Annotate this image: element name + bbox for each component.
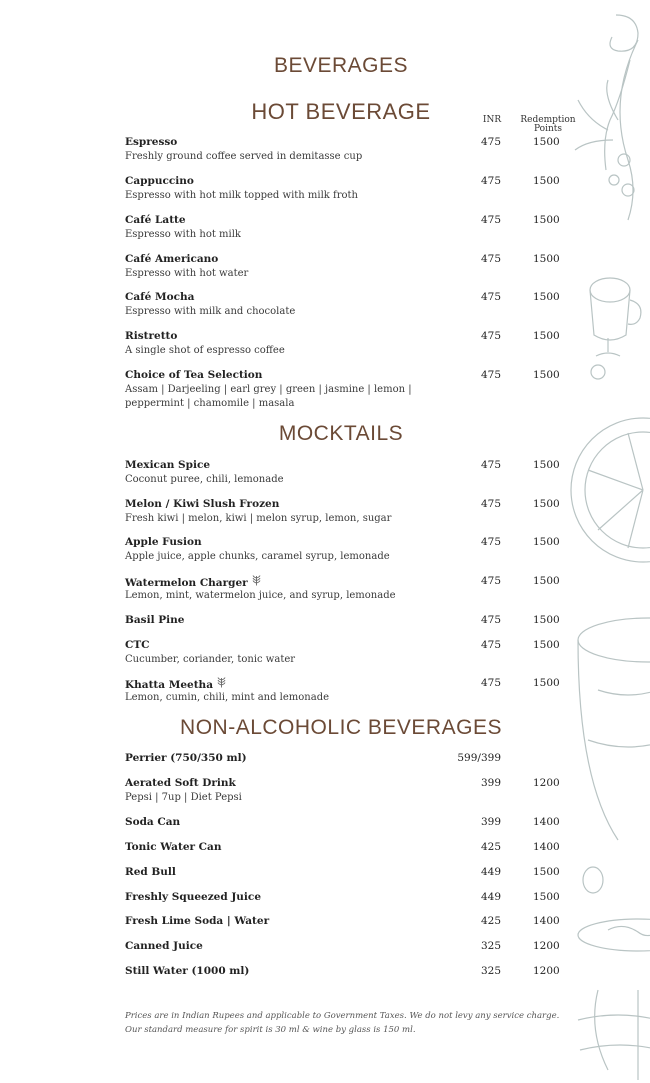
menu-item-name	[125, 866, 176, 878]
leaf-icon	[217, 677, 226, 691]
menu-item-points: 1400	[533, 816, 560, 828]
menu-item-price: 425	[480, 915, 501, 927]
menu-item-name	[125, 136, 177, 148]
section-heading-hot-beverage: HOT BEVERAGE	[251, 99, 431, 124]
menu-item-price: 449	[480, 891, 501, 903]
menu-item-description: Espresso with hot milk topped with milk froth	[125, 190, 358, 201]
menu-item-name-text: Freshly Squeezed Juice	[125, 891, 261, 903]
menu-item-name	[125, 330, 177, 342]
menu-item-price: 399	[480, 777, 501, 789]
menu-item-price: 475	[481, 639, 502, 651]
menu-item-points: 1500	[533, 614, 560, 626]
section-heading-non-alcoholic: NON-ALCOHOLIC BEVERAGES	[180, 716, 502, 739]
section-heading-mocktails: MOCKTAILS	[278, 422, 404, 445]
menu-item-price: 475	[481, 369, 502, 381]
menu-item-name	[125, 677, 226, 691]
footer-line-measures: Our standard measure for spirit is 30 ml & wine by glass is 150 ml.	[125, 1025, 416, 1035]
menu-item-name	[125, 175, 194, 187]
column-header-price: INR	[482, 115, 502, 125]
menu-item-name	[125, 965, 249, 977]
menu-item-price: 425	[480, 841, 501, 853]
menu-item-points: 1200	[533, 965, 560, 977]
menu-item-points: 1200	[533, 777, 560, 789]
menu-item-name-text: Tonic Water Can	[125, 841, 222, 853]
menu-item-description: A single shot of espresso coffee	[125, 345, 285, 356]
menu-item-name-text: Canned Juice	[125, 940, 203, 952]
menu-item-points: 1500	[533, 214, 560, 226]
menu-item-points: 1500	[533, 536, 560, 548]
menu-item-points: 1500	[533, 175, 560, 187]
column-header-points: Redemption Points	[520, 115, 576, 134]
menu-item-name	[125, 575, 261, 589]
menu-item-name-text: Café Americano	[125, 253, 219, 265]
leaf-icon	[252, 575, 261, 589]
menu-item-name-text: Khatta Meetha	[125, 679, 213, 691]
menu-item-description: Lemon, cumin, chili, mint and lemonade	[125, 692, 330, 703]
menu-item-name	[125, 498, 279, 510]
menu-item-price: 399	[480, 816, 501, 828]
menu-item-price: 325	[480, 940, 501, 952]
menu-item-points: 1500	[533, 369, 560, 381]
menu-item-points: 1400	[533, 915, 560, 927]
menu-item-points: 1500	[533, 891, 560, 903]
menu-item-name-text: Basil Pine	[125, 614, 185, 626]
menu-item-points: 1500	[533, 677, 560, 689]
menu-item-name-text: Café Mocha	[125, 291, 195, 303]
menu-item-name	[125, 253, 218, 265]
menu-item-price: 475	[481, 253, 502, 265]
menu-item-price: 449	[480, 866, 501, 878]
page-title: BEVERAGES	[273, 54, 409, 77]
menu-item-name	[125, 841, 221, 853]
menu-item-points: 1500	[533, 459, 560, 471]
menu-item-description: Freshly ground coffee served in demitasse cup	[125, 151, 363, 162]
menu-item-points: 1500	[533, 866, 560, 878]
menu-item-description: Pepsi | 7up | Diet Pepsi	[125, 792, 242, 803]
menu-item-name	[125, 891, 261, 903]
menu-item-name	[125, 614, 184, 626]
menu-item-name-text: Watermelon Charger	[125, 577, 248, 589]
menu-item-price: 325	[480, 965, 501, 977]
menu-item-name-text: Café Latte	[125, 214, 186, 226]
menu-item-points: 1500	[533, 291, 560, 303]
menu-item-description: Fresh kiwi | melon, kiwi | melon syrup, lemon, sugar	[125, 513, 392, 524]
menu-item-description: Espresso with hot milk	[125, 229, 241, 240]
menu-item-name	[125, 639, 150, 651]
menu-item-description: Cucumber, coriander, tonic water	[125, 654, 296, 665]
menu-item-name	[125, 777, 236, 789]
menu-item-description: Espresso with hot water	[125, 268, 249, 279]
menu-item-name	[125, 536, 202, 548]
menu-item-name-text: Fresh Lime Soda | Water	[125, 915, 270, 927]
menu-item-price: 475	[481, 536, 502, 548]
menu-item-description: Espresso with milk and chocolate	[125, 306, 296, 317]
menu-item-points: 1500	[533, 253, 560, 265]
menu-item-name	[125, 816, 180, 828]
menu-item-name-text: Cappuccino	[125, 175, 194, 187]
menu-item-price: 475	[481, 214, 502, 226]
menu-item-price: 475	[481, 677, 502, 689]
menu-item-price: 475	[481, 175, 502, 187]
menu-item-name-text: Still Water (1000 ml)	[125, 965, 250, 977]
menu-item-price: 475	[481, 291, 502, 303]
menu-item-price: 475	[481, 575, 502, 587]
menu-item-name	[125, 752, 247, 764]
menu-item-description: Assam | Darjeeling | earl grey | green | jasmine | lemon | peppermint | chamomile | masala	[125, 384, 412, 409]
menu-item-points: 1500	[533, 639, 560, 651]
menu-item-name-text: Ristretto	[125, 330, 178, 342]
menu-item-points: 1200	[533, 940, 560, 952]
menu-item-points: 1500	[533, 498, 560, 510]
menu-item-name-text: Mexican Spice	[125, 459, 211, 471]
menu-item-price: 475	[481, 459, 502, 471]
menu-item-name	[125, 214, 186, 226]
menu-item-points: 1500	[533, 575, 560, 587]
menu-item-name	[125, 291, 194, 303]
menu-item-price: 475	[481, 498, 502, 510]
menu-item-name-text: Melon / Kiwi Slush Frozen	[125, 498, 280, 510]
menu-item-description: Lemon, mint, watermelon juice, and syrup, lemonade	[125, 590, 396, 601]
menu-item-points: 1500	[533, 330, 560, 342]
menu-item-name	[125, 369, 262, 381]
menu-item-points: 1400	[533, 841, 560, 853]
menu-item-name-text: Apple Fusion	[125, 536, 202, 548]
menu-item-name-text: Perrier (750/350 ml)	[125, 752, 247, 764]
menu-item-name-text: Red Bull	[125, 866, 176, 878]
menu-item-points: 1500	[533, 136, 560, 148]
menu-item-price: 599/399	[457, 752, 501, 764]
menu-item-name-text: Choice of Tea Selection	[125, 369, 263, 381]
menu-item-price: 475	[481, 136, 502, 148]
menu-item-name-text: Espresso	[125, 136, 178, 148]
menu-item-name-text: Aerated Soft Drink	[125, 777, 236, 789]
menu-item-name	[125, 940, 203, 952]
menu-item-name	[125, 915, 269, 927]
menu-item-price: 475	[481, 614, 502, 626]
menu-item-price: 475	[481, 330, 502, 342]
menu-item-name-text: CTC	[125, 639, 150, 651]
menu-item-description: Coconut puree, chili, lemonade	[125, 474, 284, 485]
menu-item-name	[125, 459, 210, 471]
footer-line-taxes: Prices are in Indian Rupees and applicable to Government Taxes. We do not levy any service charge.	[125, 1011, 560, 1021]
menu-item-name-text: Soda Can	[125, 816, 181, 828]
decorative-illustration	[568, 0, 650, 1083]
menu-item-description: Apple juice, apple chunks, caramel syrup, lemonade	[125, 551, 390, 562]
footer-note	[125, 1009, 565, 1037]
